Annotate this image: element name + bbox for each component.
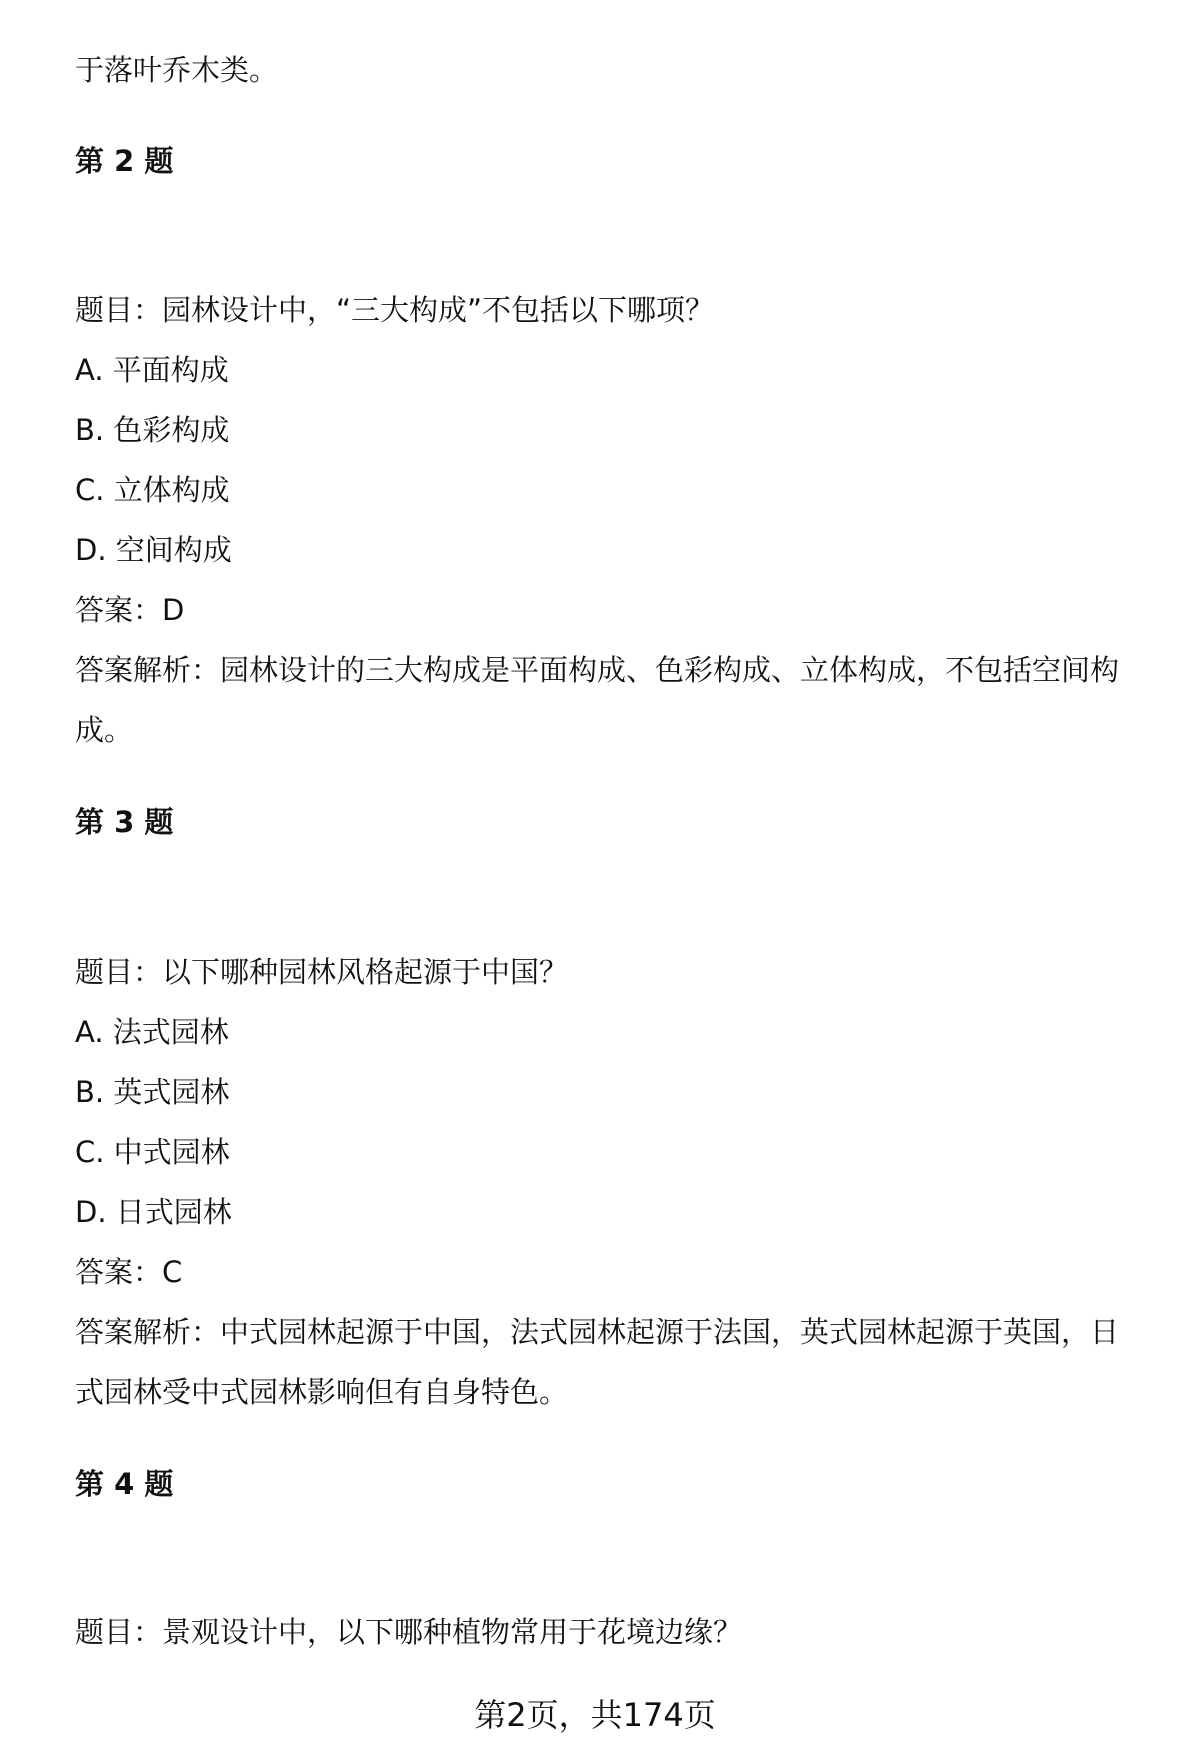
- question-2-option-a: A. 平面构成: [75, 353, 229, 387]
- question-3-analysis-line-1: 答案解析：中式园林起源于中国，法式园林起源于法国，英式园林起源于英国，日: [75, 1315, 1120, 1349]
- question-2-option-c: C. 立体构成: [75, 473, 230, 507]
- question-2-answer: 答案：D: [75, 593, 185, 627]
- continuation-text: 于落叶乔木类。: [75, 53, 279, 87]
- question-3-option-c: C. 中式园林: [75, 1135, 230, 1169]
- question-3-heading: 第 3 题: [75, 805, 174, 839]
- question-2-heading: 第 2 题: [75, 144, 174, 178]
- question-3-option-a: A. 法式园林: [75, 1015, 229, 1049]
- question-2-analysis-line-2: 成。: [75, 713, 134, 747]
- page-footer: 第2页，共174页: [474, 1696, 716, 1734]
- question-3-answer: 答案：C: [75, 1255, 183, 1289]
- question-3-analysis-line-2: 式园林受中式园林影响但有自身特色。: [75, 1375, 569, 1409]
- question-4-text: 题目：景观设计中，以下哪种植物常用于花境边缘？: [75, 1615, 743, 1649]
- question-3-option-b: B. 英式园林: [75, 1075, 230, 1109]
- question-2-option-b: B. 色彩构成: [75, 413, 230, 447]
- question-3-text: 题目：以下哪种园林风格起源于中国？: [75, 955, 569, 989]
- question-4-heading: 第 4 题: [75, 1467, 174, 1501]
- question-2-analysis-line-1: 答案解析：园林设计的三大构成是平面构成、色彩构成、立体构成，不包括空间构: [75, 653, 1120, 687]
- question-2-option-d: D. 空间构成: [75, 533, 232, 567]
- question-3-option-d: D. 日式园林: [75, 1195, 232, 1229]
- question-2-text: 题目：园林设计中，“三大构成”不包括以下哪项？: [75, 293, 715, 327]
